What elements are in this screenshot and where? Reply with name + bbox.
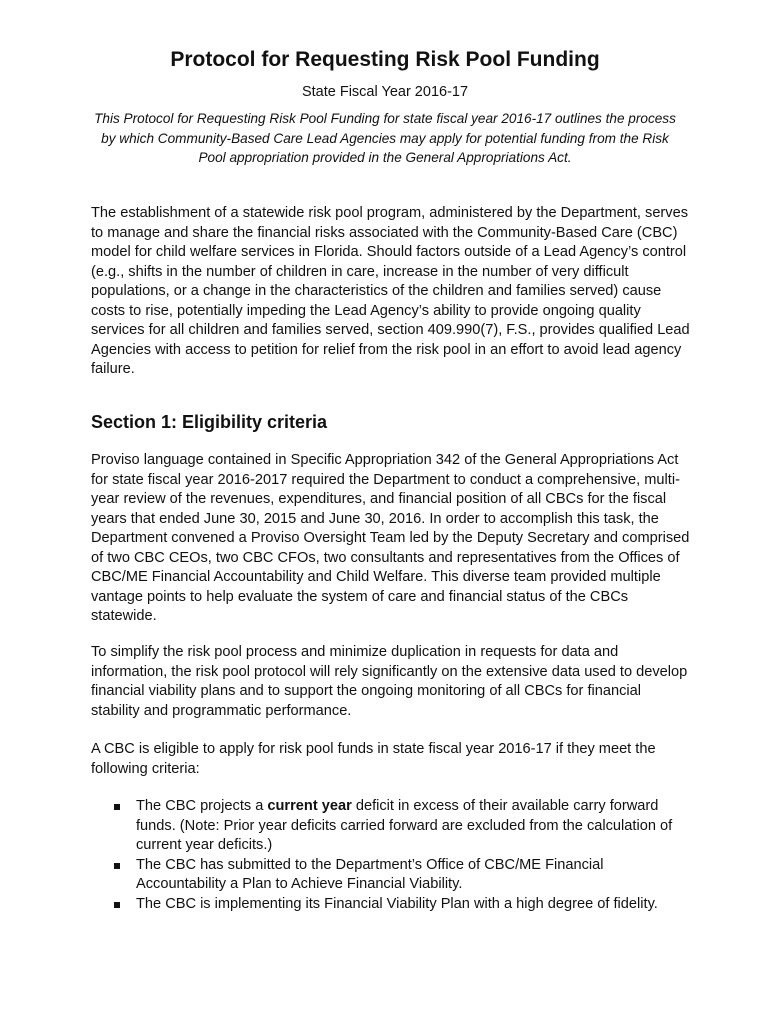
criterion-text: The CBC has submitted to the Department’s Office of CBC/ME Financial Accountability a Plan to Achieve Financial Viability. xyxy=(136,856,604,892)
criterion-text-after: deficit in excess of their available carry forward funds. (Note: Prior year deficits carried forward are excluded from the calculation of current year deficits.) xyxy=(136,798,673,853)
bullet-square-icon xyxy=(114,902,120,908)
section-1-heading: Section 1: Eligibility criteria xyxy=(91,412,328,432)
criterion-text-before: The CBC projects a xyxy=(136,798,268,814)
document-subtitle: State Fiscal Year 2016-17 xyxy=(301,84,469,100)
document-title: Protocol for Requesting Risk Pool Funding xyxy=(170,48,600,71)
criterion-text: The CBC is implementing its Financial Viability Plan with a high degree of fidelity. xyxy=(136,895,658,912)
list-item xyxy=(91,895,691,915)
eligibility-paragraph: A CBC is eligible to apply for risk pool funds in state fiscal year 2016-17 if they meet the following criteria: xyxy=(91,741,656,777)
simplify-paragraph: To simplify the risk pool process and minimize duplication in requests for data and information, the risk pool protocol will rely significantly on the extensive data used to develop financial viability plans and to support the ongoing monitoring of all CBCs for financial stability and programmatic performance. xyxy=(91,644,688,719)
intro-text: This Protocol for Requesting Risk Pool Funding for state fiscal year 2016-17 outlines the process by which Community-Based Care Lead Agencies may apply for potential funding from the Risk Pool appropriation provided in the General Appropriations Act. xyxy=(94,111,676,165)
proviso-paragraph: Proviso language contained in Specific Appropriation 342 of the General Appropriations Act for state fiscal year 2016-2017 required the Department to conduct a comprehensive, multi-year review of the revenues, expenditures, and financial position of all CBCs for the fiscal years that ended June 30, 2015 and June 30, 2016. In order to accomplish this task, the Department convened a Proviso Oversight Team led by the Deputy Secretary and comprised of two CBC CEOs, two CBC CFOs, two consultants and representatives from the Offices of CBC/ME Financial Accountability and Child Welfare. This diverse team provided multiple vantage points to help evaluate the system of care and financial status of the CBCs statewide. xyxy=(91,452,690,624)
list-item xyxy=(91,797,691,856)
criterion-emphasis: current year xyxy=(267,798,352,814)
bullet-square-icon xyxy=(114,863,120,869)
establishment-paragraph: The establishment of a statewide risk pool program, administered by the Department, serves to manage and share the financial risks associated with the Community-Based Care (CBC) model for child welfare services in Florida. Should factors outside of a Lead Agency’s control (e.g., shifts in the number of children in care, increase in the number of very difficult populations, or a change in the characteristics of the children and families served) cause costs to rise, potentially impeding the Lead Agency’s ability to provide ongoing quality services for all children and families served, section 409.990(7), F.S., provides qualified Lead Agencies with access to petition for relief from the risk pool in an effort to avoid lead agency failure. xyxy=(91,205,690,377)
list-item xyxy=(91,856,691,895)
eligibility-criteria-list xyxy=(91,797,691,914)
bullet-square-icon xyxy=(114,804,120,810)
